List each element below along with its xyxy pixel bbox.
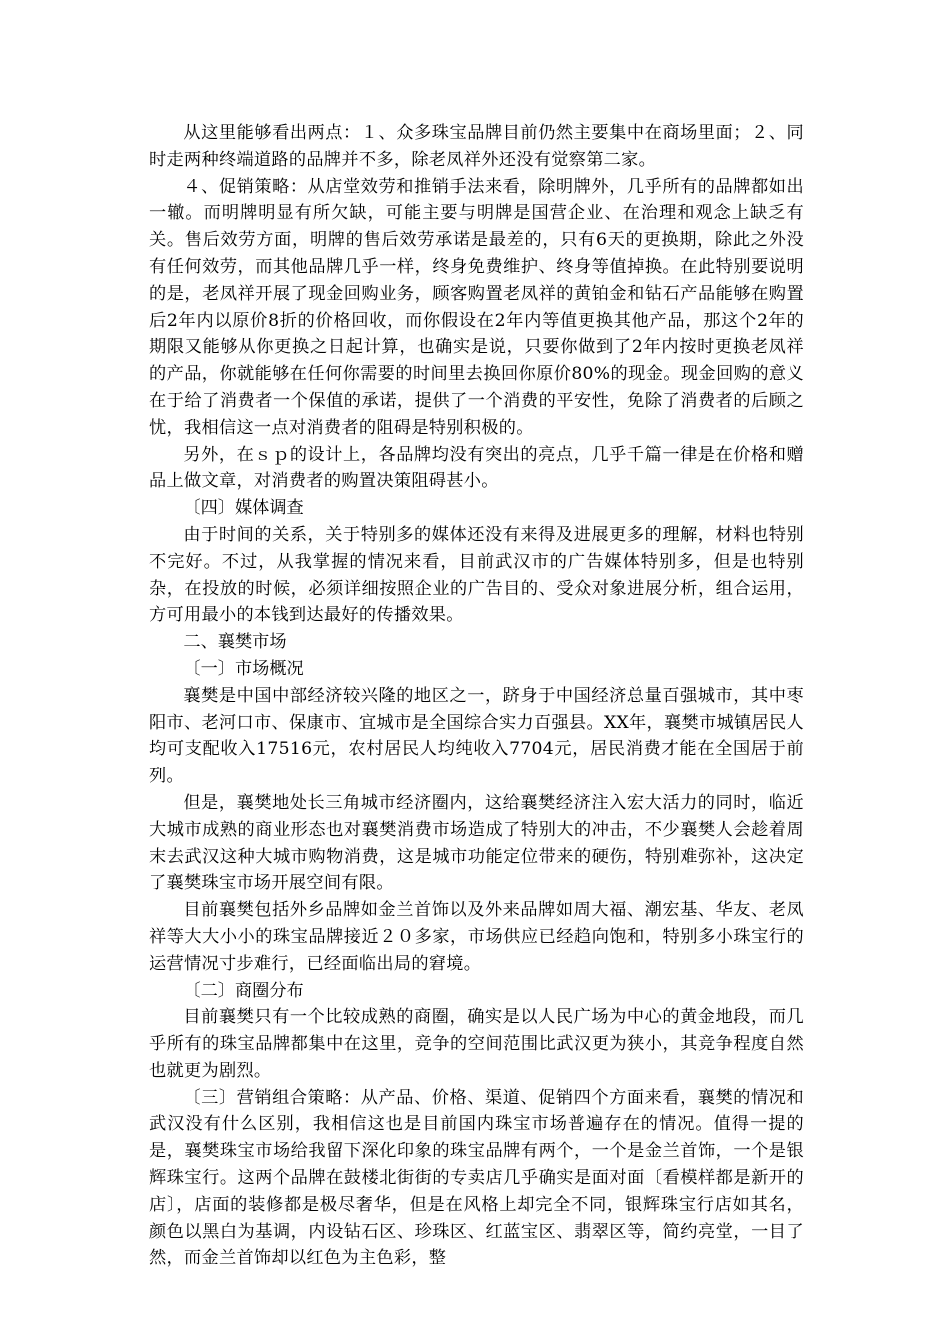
paragraph-media-survey: 由于时间的关系，关于特别多的媒体还没有来得及进展更多的理解，材料也特别不完好。不过，从我掌握的情况来看，目前武汉市的广告媒体特别多，但是也特别杂，在投放的时候，必须详细按照企业的广告目的、受众对象进展分析，组合运用，方可用最小的本钱到达最好的传播效果。 (149, 524, 804, 626)
paragraph-sp-design: 另外，在ｓｐ的设计上，各品牌均没有突出的亮点，几乎千篇一律是在价格和赠品上做文章，对消费者的购置决策阻碍甚小。 (149, 444, 804, 492)
paragraph-brand-count: 目前襄樊包括外乡品牌如金兰首饰以及外来品牌如周大福、潮宏基、华友、老凤祥等大大小小的珠宝品牌接近２０多家，市场供应已经趋向饱和，特别多小珠宝行的运营情况寸步难行，已经面临出局的窘境。 (149, 900, 804, 974)
section-heading-business-district: 〔二〕商圈分布 (183, 980, 304, 1001)
section-heading-market-overview: 〔一〕市场概况 (183, 658, 304, 679)
section-heading-media-survey: 〔四〕媒体调查 (183, 498, 304, 519)
document-page (149, 120, 804, 1272)
paragraph-market-overview: 襄樊是中国中部经济较兴隆的地区之一，跻身于中国经济总量百强城市，其中枣阳市、老河口市、保康市、宜城市是全国综合实力百强县。XX年，襄樊市城镇居民人均可支配收入17516元，农村居民人均纯收入7704元，居民消费才能在全国居于前列。 (149, 685, 804, 787)
paragraph-marketing-mix: 〔三〕营销组合策略：从产品、价格、渠道、促销四个方面来看，襄樊的情况和武汉没有什么区别，我相信这也是目前国内珠宝市场普遍存在的情况。值得一提的是，襄樊珠宝市场给我留下深化印象的珠宝品牌有两个，一个是金兰首饰，一个是银辉珠宝行。这两个品牌在鼓楼北街街的专卖店几乎确实是面对面〔看模样都是新开的店〕，店面的装修都是极尽奢华，但是在风格上却完全不同，银辉珠宝行店如其名，颜色以黑白为基调，内设钻石区、珍珠区、红蓝宝区、翡翠区等，简约亮堂，一目了然，而金兰首饰却以红色为主色彩，整 (149, 1087, 804, 1269)
paragraph-summary-points: 从这里能够看出两点：１、众多珠宝品牌目前仍然主要集中在商场里面；２、同时走两种终端道路的品牌并不多，除老凤祥外还没有觉察第二家。 (149, 123, 804, 170)
section-heading-xiangfan-market: 二、襄樊市场 (183, 632, 287, 653)
paragraph-business-district: 目前襄樊只有一个比较成熟的商圈，确实是以人民广场为中心的黄金地段，而几乎所有的珠宝品牌都集中在这里，竞争的空间范围比武汉更为狭小，其竞争程度自然也就更为剧烈。 (149, 1007, 804, 1081)
paragraph-market-limits: 但是，襄樊地处长三角城市经济圈内，这给襄樊经济注入宏大活力的同时，临近大城市成熟的商业形态也对襄樊消费市场造成了特别大的冲击，不少襄樊人会趁着周末去武汉这种大城市购物消费，这是城市功能定位带来的硬伤，特别难弥补，这决定了襄樊珠宝市场开展空间有限。 (149, 792, 804, 894)
paragraph-promotion-strategy: ４、促销策略：从店堂效劳和推销手法来看，除明牌外，几乎所有的品牌都如出一辙。而明牌明显有所欠缺，可能主要与明牌是国营企业、在治理和观念上缺乏有关。售后效劳方面，明牌的售后效劳承诺是最差的，只有6天的更换期，除此之外没有任何效劳，而其他品牌几乎一样，终身免费维护、终身等值掉换。在此特别要说明的是，老凤祥开展了现金回购业务，顾客购置老凤祥的黄铂金和钻石产品能够在购置后2年内以原价8折的价格回收，而你假设在2年内等值更换其他产品，那这个2年的期限又能够从你更换之日起计算，也确实是说，只要你做到了2年内按时更换老凤祥的产品，你就能够在任何你需要的时间里去换回你原价80%的现金。现金回购的意义在于给了消费者一个保值的承诺，提供了一个消费的平安性，免除了消费者的后顾之忧，我相信这一点对消费者的阻碍是特别积极的。 (149, 176, 804, 438)
